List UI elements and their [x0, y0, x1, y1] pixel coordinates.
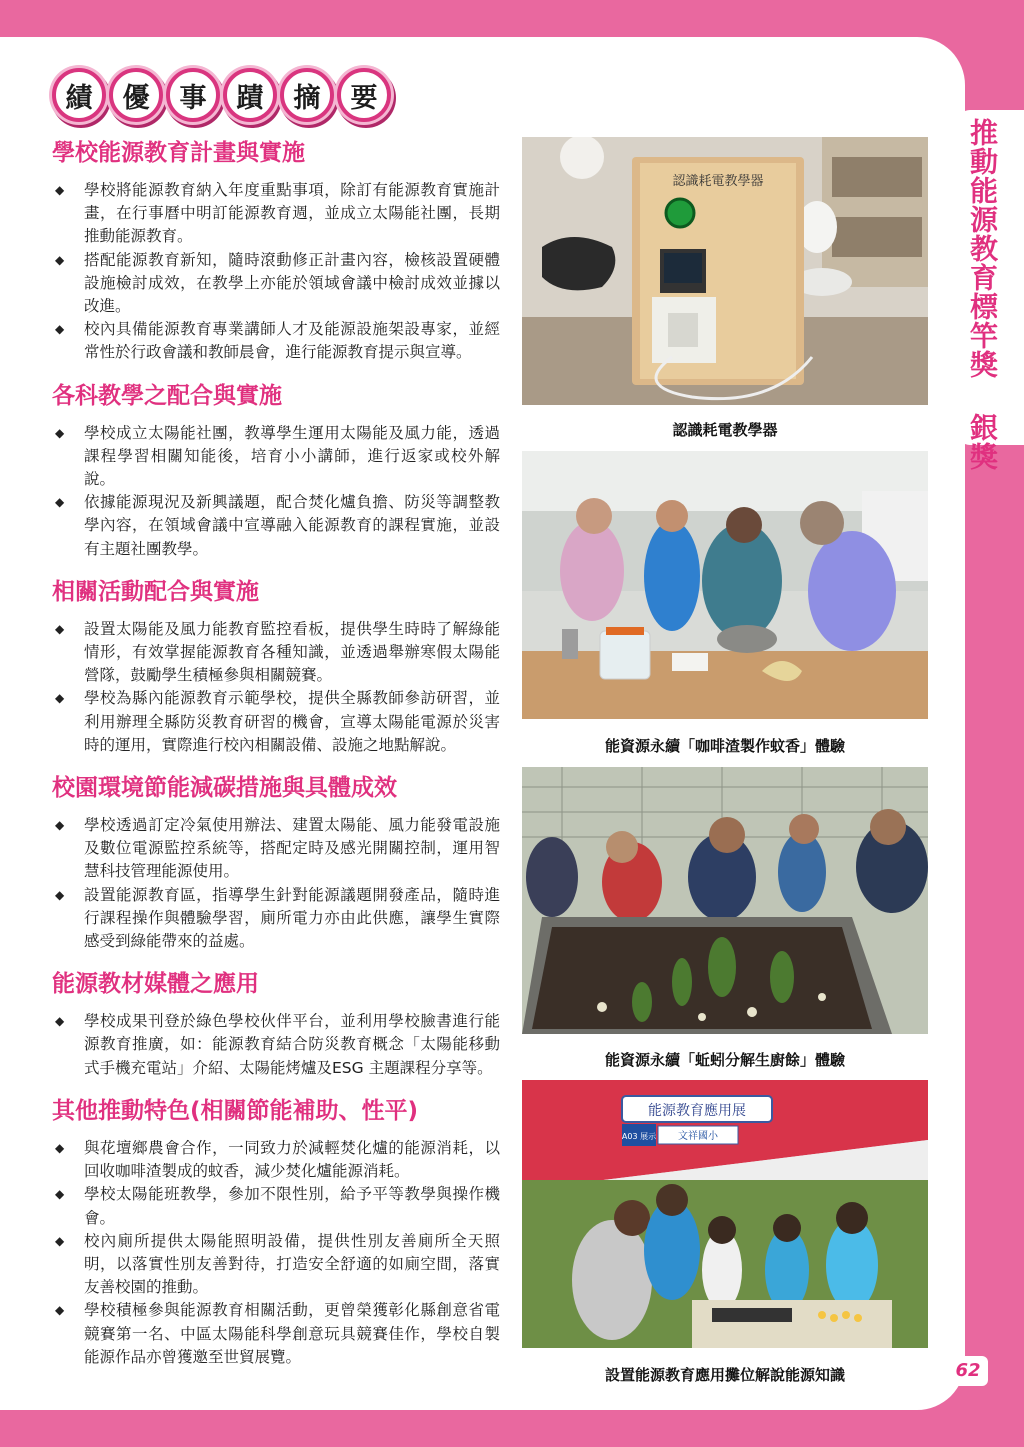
photo-energy-booth — [522, 1080, 928, 1348]
photo-power-meter-device — [522, 137, 928, 405]
title-char: 要 — [337, 68, 391, 122]
main-content — [52, 134, 500, 1381]
section-heading: 校園環境節能減碳措施與具體成效 — [52, 775, 397, 802]
side-award-label: 推動能源教育標竿獎 銀獎 — [966, 118, 999, 471]
photo-caption: 認識耗電教學器 — [672, 421, 778, 439]
photo-caption: 設置能源教育應用攤位解說能源知識 — [604, 1366, 845, 1384]
diamond-bullet-icon: ◆ — [55, 1303, 65, 1318]
section-heading: 學校能源教育計畫與實施 — [52, 140, 305, 166]
section-activities — [52, 573, 500, 757]
diamond-bullet-icon: ◆ — [55, 691, 65, 706]
list-item: ◆ 校內具備能源教育專業講師人才及能源設施架設專家，並經常性於行政會議和教師晨會，進行能源教育提示與宣導。 — [55, 320, 500, 362]
list-item: ◆ 學校為縣內能源教育示範學校，提供全縣教師參訪研習，並利用辦理全縣防災教育研習的機會，宣導太陽能電源於災害時的運用，實際進行校內相關設備、設施之地點解說。 — [55, 689, 500, 754]
photo-caption: 能資源永續「咖啡渣製作蚊香」體驗 — [604, 737, 845, 755]
section-heading: 各科教學之配合與實施 — [52, 382, 282, 409]
list-item: ◆ 學校成果刊登於綠色學校伙伴平台，並利用學校臉書進行能源教育推廣，如：能源教育結合防災教育概念「太陽能移動式手機充電站」介紹、太陽能烤爐及ESG 主題課程分享等。 — [55, 1012, 500, 1077]
diamond-bullet-icon: ◆ — [55, 887, 65, 902]
title-char: 優 — [109, 68, 163, 122]
list-item: ◆ 學校成立太陽能社團，教導學生運用太陽能及風力能，透過課程學習相關知能後，培育小小講師，進行返家或校外解說。 — [55, 423, 500, 489]
list-item: ◆ 學校太陽能班教學，參加不限性別，給予平等教學與操作機會。 — [55, 1185, 500, 1227]
diamond-bullet-icon: ◆ — [55, 495, 65, 510]
section-plan — [52, 134, 500, 365]
section-heading: 其他推動特色(相關節能補助、性平) — [52, 1097, 419, 1124]
photo-caption: 能資源永續「蚯蚓分解生廚餘」體驗 — [604, 1051, 845, 1069]
diamond-bullet-icon: ◆ — [55, 252, 65, 267]
title-char: 摘 — [280, 68, 334, 122]
diamond-bullet-icon: ◆ — [55, 183, 65, 197]
diamond-bullet-icon: ◆ — [55, 621, 65, 636]
page-title — [52, 68, 391, 122]
list-item: ◆ 校內廁所提供太陽能照明設備，提供性別友善廁所全天照明，以落實性別友善對待，打造安全舒適的如廁空間，落實友善校園的推動。 — [55, 1231, 500, 1297]
section-other — [52, 1092, 500, 1369]
list-item: ◆ 依據能源現況及新興議題，配合焚化爐負擔、防災等調整教學內容，在領域會議中宣導融入能源教育的課程實施，並設有主題社團教學。 — [55, 493, 500, 558]
booth-school: 文祥國小 — [678, 1131, 718, 1142]
photo-earthworm-compost-activity — [522, 767, 928, 1034]
diamond-bullet-icon: ◆ — [55, 818, 65, 833]
section-campus — [52, 769, 500, 953]
booth-tag: A03 展示 — [621, 1132, 657, 1141]
title-char: 績 — [52, 68, 106, 122]
section-heading: 能源教材媒體之應用 — [52, 971, 259, 998]
diamond-bullet-icon: ◆ — [55, 425, 65, 440]
list-item: ◆ 學校將能源教育納入年度重點事項，除訂有能源教育實施計畫，在行事曆中明訂能源教育週，並成立太陽能社團，長期推動能源教育。 — [55, 181, 500, 246]
list-item: ◆ 搭配能源教育新知，隨時滾動修正計畫內容，檢核設置硬體設施檢討成效，在教學上亦能於領域會議中檢討成效並據以改進。 — [55, 250, 500, 316]
device-label: 認識耗電教學器 — [672, 174, 764, 189]
diamond-bullet-icon: ◆ — [55, 1187, 65, 1202]
section-heading: 相關活動配合與實施 — [52, 578, 259, 605]
page-number: 62 — [948, 1356, 988, 1386]
diamond-bullet-icon: ◆ — [55, 1014, 65, 1029]
list-item: ◆ 與花壇鄉農會合作，一同致力於減輕焚化爐的能源消耗，以回收咖啡渣製成的蚊香，減少焚化爐能源消耗。 — [55, 1138, 500, 1181]
list-item: ◆ 學校透過訂定冷氣使用辦法、建置太陽能、風力能發電設施及數位電源監控系統等，搭配定時及感光開關控制，運用智慧科技管理能源使用。 — [55, 816, 500, 881]
list-item: ◆ 學校積極參與能源教育相關活動，更曾榮獲彰化縣創意省電競賽第一名、中區太陽能科學創意玩具競賽佳作，學校自製能源作品亦曾獲邀至世貿展覽。 — [55, 1301, 500, 1366]
title-char: 事 — [166, 68, 220, 122]
photo-coffee-coil-activity — [522, 451, 928, 719]
diamond-bullet-icon: ◆ — [55, 322, 65, 337]
section-media — [52, 965, 500, 1080]
section-teaching — [52, 377, 500, 561]
booth-sign: 能源教育應用展 — [648, 1103, 746, 1119]
diamond-bullet-icon: ◆ — [55, 1140, 65, 1155]
diamond-bullet-icon: ◆ — [55, 1233, 65, 1248]
list-item: ◆ 設置太陽能及風力能教育監控看板，提供學生時時了解綠能情形，有效掌握能源教育各種知識，並透過舉辦寒假太陽能營隊，鼓勵學生積極參與相關競賽。 — [55, 619, 500, 685]
title-char: 蹟 — [223, 68, 277, 122]
list-item: ◆ 設置能源教育區，指導學生針對能源議題開發產品，隨時進行課程操作與體驗學習，廁所電力亦由此供應，讓學生實際感受到綠能帶來的益處。 — [55, 885, 500, 951]
